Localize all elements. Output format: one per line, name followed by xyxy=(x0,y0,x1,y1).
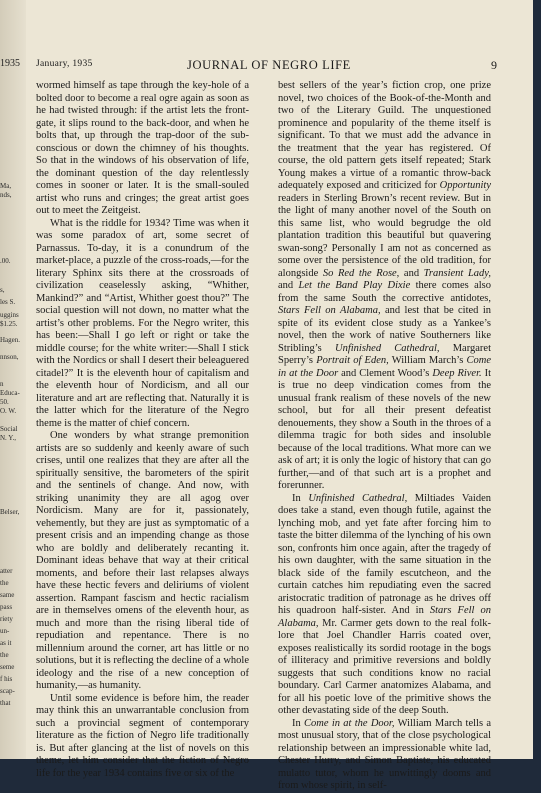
paragraph: One wonders by what strange premonition artists are so suddenly and keenly aware of such crises, until one realizes that they are after all the spiritually sensitive, the barometers of the spirit and the sentinels of change. And now, with striking unanimity they are all agog over Nordicism. Many are for it, passionately, vehemently, but they are just as symptomatic of a present crisis and an impending change as those who are boldly and deliberately recanting it. Dominant ideas behave that way at their critical moments, and before their last relapses always have these hectic fevers and deliriums of violent assertion. Rampant fascism and hectic racialism are in themselves omens of the eleventh hour, as much and more than the rising liberal tide of repudiation and repentance. There is no millennium around the corner, art has little or no solutions, but it is reflecting the decline of a whole ideology and the rise of a new conception of humanity,—as humanity. xyxy=(36,430,249,691)
text-run: and xyxy=(278,280,294,291)
text-run: readers in Sterling Brown’s recent review. But in the light of many another novel of the South on this same list, who would begrudge the old plantation tradition this beautiful but quavering swan-song? Personally I am not as concerned as some over the persistence of the old tradition, for alongside xyxy=(278,192,491,279)
paragraph xyxy=(278,493,491,718)
text-run: William March tells a most unusual story, that of the close psychological relationship between an impressionable white lad, Chester Hurry, and Simon Baptiste, his educated mulatto tutor, whom he unwittingly dooms and from whose spirit, in self- xyxy=(278,717,492,791)
gutter-fragment: f his xyxy=(0,675,13,683)
gutter-fragment: riety xyxy=(0,615,13,623)
gutter-fragment: as it xyxy=(0,639,12,647)
title-run: Stars Fell on Alabama, xyxy=(278,605,491,629)
gutter-fragment: atter xyxy=(0,567,13,575)
title-run: Transient Lady, xyxy=(423,267,491,279)
title-run: Deep River. xyxy=(432,367,482,379)
gutter-fragment: Social xyxy=(0,425,18,433)
page-number: 9 xyxy=(491,58,497,72)
gutter-fragment: .00. xyxy=(0,257,11,265)
gutter-fragment: N. Y., xyxy=(0,434,16,442)
gutter-fragment: O. W. xyxy=(0,407,17,415)
title-run: Unfinished Cathedral, xyxy=(308,492,408,504)
title-run: Let the Band Play Dixie xyxy=(298,280,411,291)
text-run: and Clement Wood’s xyxy=(341,367,430,379)
journal-title: JOURNAL OF NEGRO LIFE xyxy=(187,58,351,72)
gutter-fragment: un- xyxy=(0,627,10,635)
paragraph xyxy=(278,80,491,493)
text-run: It is true no deep vindication comes from the unusual frank realism of these novels of the new school, but for all their present defeatist denouements, they show a South in the throes of a dilemma tragic for both sides and insoluble because of the local traditions. What more can we ask of art; it is only the logic of history that can go further,—and of that such art is a prophet and forerunner. xyxy=(278,367,492,491)
gutter-fragment: scap- xyxy=(0,687,15,695)
gutter-fragment: s, xyxy=(0,286,5,294)
paragraph xyxy=(278,718,491,793)
gutter-fragment: nds, xyxy=(0,191,12,199)
gutter-fragment: 50. xyxy=(0,398,9,406)
gutter-fragment: Hagen. xyxy=(0,336,21,344)
text-run: best sellers of the year’s fiction crop, one prize novel, two choices of the Book-of-the-Month and two of the Literary Guild. The unquestioned prominence and popularity of the theme itself is significant. To that we must add the advance in the treatment that the year has registered. Of course, the old pattern gets itself repeated; Stark Young makes a virtue of a romantic throw-back adequately exposed and criticized for xyxy=(278,80,491,191)
gutter-fragment: seme xyxy=(0,663,15,671)
gutter-fragment: pass xyxy=(0,603,13,611)
text-run: and lest that be cited in spite of its evident close study as a Yankee’s novel, then the work of native Southerners like Stribling’s xyxy=(278,305,491,354)
issue-date: January, 1935 xyxy=(36,59,93,69)
title-run: Stars Fell on Alabama, xyxy=(278,305,381,316)
title-run: Unfinished Cathedral, xyxy=(334,342,440,354)
gutter-fragment: the xyxy=(0,579,9,587)
gutter-fragment: that xyxy=(0,699,11,707)
paragraph: What is the riddle for 1934? Time was when it was some paradox of art, some secret of Parnassus. To-day, it is a conundrum of the market-place, a puzzle of the cross-roads,—for the literary Sphinx sits there at the crossroads of civilization ceaselessly asking, “Whither, Mankind?” and “Artist, Whither goest thou?” The social question will not down, no matter what the artist’s other problems. For the Negro writer, this has been:—Shall I go left or right or take the middle course; for the white writer:—Shall I stick with the Nordics or shall I desert their beleaguered citadel?” It is the eleventh hour of capitalism and the eleventh hour of Nordicism, and all our literature and art are reflecting that. Naturally it is the latter which for the literature of the Negro theme is the matter of chief concern. xyxy=(36,217,249,429)
text-run: In xyxy=(292,717,301,729)
gutter-fragment: $1.25. xyxy=(0,320,18,328)
right-column xyxy=(278,80,492,791)
text-run: In xyxy=(292,492,301,504)
title-run: Portrait of Eden, xyxy=(316,355,389,366)
left-column xyxy=(36,80,249,779)
title-run: Opportunity xyxy=(439,180,491,191)
gutter-fragment: Belser, xyxy=(0,508,20,516)
gutter-fragment: n xyxy=(0,380,4,388)
text-run: Miltiades Vaiden does take a stand, even though futile, against the lynching mob, and yet fate after forcing him to taste the bitter dilemma of the lynching of his own son, confronts him once again, after the tragedy of his own daughter, with the same situation in the black side of the family escutcheon, and the curtain catches him repudiating even the sacred aristocratic tradition of patronage as he drives off his quadroon half-sister. And in xyxy=(278,492,491,616)
text-run: there comes also from the same South the corrective antidotes, xyxy=(278,280,492,304)
running-header xyxy=(0,58,533,72)
title-run: Come in at the Door xyxy=(278,355,492,379)
previous-page-edge xyxy=(0,0,26,759)
text-run: and xyxy=(403,267,420,279)
previous-page-year: 1935 xyxy=(0,58,20,69)
title-run: Come in at the Door, xyxy=(304,717,395,729)
gutter-fragment: les S. xyxy=(0,298,16,306)
text-run: Mr. Carmer gets down to the real folk-lore that Joel Chandler Harris coated over, exposes realistically its sordid rootage in the bogs of illiteracy and primitive reversions and boldly suggests that such conditions know no racial boundary. Carl Carmer anatomizes Alabama, and for all his poetic love of the primitive shows the other devastating side of the deep South. xyxy=(278,617,492,716)
gutter-fragment: uggins xyxy=(0,311,19,319)
gutter-fragment: the xyxy=(0,651,9,659)
title-run: So Red the Rose, xyxy=(322,267,400,279)
paragraph: wormed himself as tape through the key-hole of a bolted door to become a real ogre again as soon as he had twisted through: if the artist lets the front-gate, it slips round to the back-door, and when he bolts that, up through the trap-door of the sub-conscious or down the chimney of his thoughts. So that in the windows of his observation of life, the dominant question of the day relentlessly comes in sooner or later. It is the small-souled artist who runs and cringes; the great artist goes out to meet the Zeitgeist. xyxy=(36,80,249,216)
gutter-fragment: Ma, xyxy=(0,182,12,190)
gutter-fragment: Educa- xyxy=(0,389,20,397)
gutter-fragment: same xyxy=(0,591,15,599)
paragraph: Until some evidence is before him, the reader may think this an unwarrantable conclusion from such a provincial segment of contemporary literature as the fiction of Negro life traditionally is. But after glancing at the list of novels on this theme, let him consider that the fiction of Negro life for the year 1934 contains five or six of the xyxy=(36,692,249,779)
text-run: William March’s xyxy=(391,355,464,366)
text-run: Margaret Sperry’s xyxy=(278,342,492,366)
gutter-fragment: nnson, xyxy=(0,353,19,361)
